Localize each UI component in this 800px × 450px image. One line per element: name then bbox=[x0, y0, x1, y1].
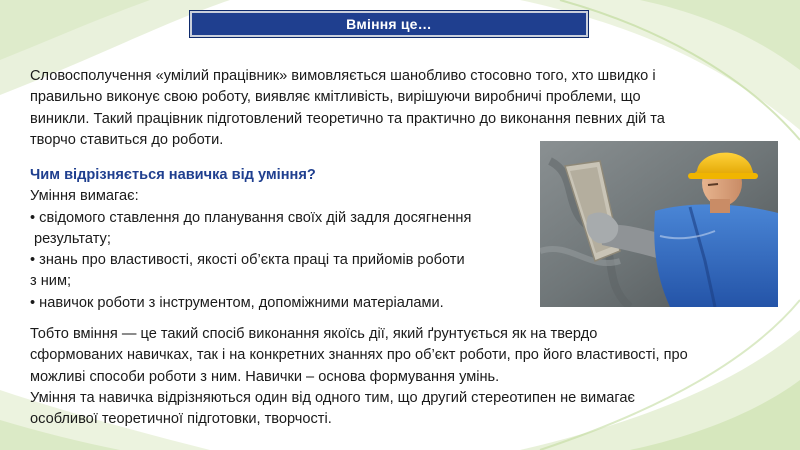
question-section bbox=[30, 165, 535, 314]
intro-line: правильно виконує свою роботу, виявляє кмітливість, вирішуючи виробничі проблеми, що bbox=[30, 89, 641, 106]
conclusion-line: сформованих навичках, так і на конкретних знаннях про об’єкт роботи, про його властивості, про bbox=[30, 347, 688, 364]
intro-paragraph bbox=[30, 66, 765, 151]
bullet-item: • свідомого ставлення до планування своїх дій задля досягнення bbox=[30, 209, 472, 226]
intro-line: творчо ставиться до роботи. bbox=[30, 131, 224, 148]
conclusion-line: особливої теоретичної підготовки, творчості. bbox=[30, 411, 332, 428]
worker-plastering-illustration bbox=[540, 141, 778, 307]
conclusion-line: можливі способи роботи з ним. Навички – основа формування умінь. bbox=[30, 368, 500, 385]
page-title: Вміння це… bbox=[346, 16, 432, 32]
bullet-continuation: результату; bbox=[34, 230, 111, 247]
intro-line: виникли. Такий працівник підготовлений теоретично та практично до виконання певних дій та bbox=[30, 110, 665, 127]
requirement-intro: Уміння вимагає: bbox=[30, 188, 139, 205]
title-bar bbox=[190, 11, 588, 37]
bullet-item: • навичок роботи з інструментом, допоміжними матеріалами. bbox=[30, 294, 444, 311]
conclusion-paragraph bbox=[30, 324, 770, 430]
bullet-continuation: з ним; bbox=[30, 273, 72, 290]
conclusion-line: Тобто вміння — це такий спосіб виконання якоїсь дії, який ґрунтується як на твердо bbox=[30, 326, 598, 342]
worker-photo bbox=[540, 141, 778, 307]
bullet-item: • знань про властивості, якості об’єкта праці та прийомів роботи bbox=[30, 252, 465, 269]
question-heading: Чим відрізняється навичка від уміння? bbox=[30, 167, 316, 183]
conclusion-line: Уміння та навичка відрізняються один від одного тим, що другий стереотипен не вимагає bbox=[30, 389, 635, 406]
intro-line: Словосполучення «умілий працівник» вимовляється шанобливо стосовно того, хто швидко і bbox=[30, 68, 656, 84]
